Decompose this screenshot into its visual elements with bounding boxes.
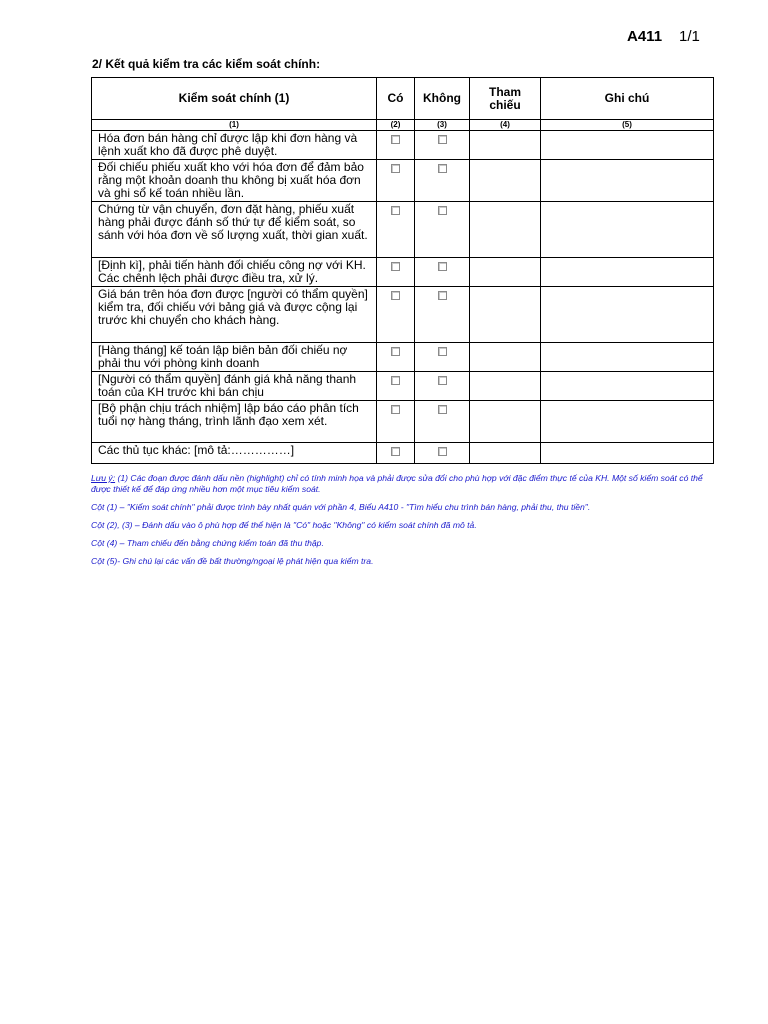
column-number: (4) xyxy=(470,120,541,131)
column-4-note: Cột (4) – Tham chiếu đến bằng chứng kiểm toán đã thu thập. xyxy=(91,538,324,548)
reference-cell[interactable] xyxy=(470,131,541,160)
header-control: Kiểm soát chính (1) xyxy=(92,78,377,120)
note-cell[interactable] xyxy=(541,202,714,258)
column-number: (3) xyxy=(415,120,470,131)
column-number: (2) xyxy=(377,120,415,131)
table-row xyxy=(92,160,714,202)
no-checkbox[interactable] xyxy=(438,405,447,414)
note-cell[interactable] xyxy=(541,343,714,372)
column-5-note: Cột (5)- Ghi chú lại các vấn đề bất thường/ngoại lệ phát hiện qua kiểm tra. xyxy=(91,556,374,566)
yes-checkbox[interactable] xyxy=(391,376,400,385)
table-row xyxy=(92,258,714,287)
document-code: A411 xyxy=(627,28,663,45)
no-checkbox[interactable] xyxy=(438,291,447,300)
reference-cell[interactable] xyxy=(470,287,541,343)
note-cell[interactable] xyxy=(541,160,714,202)
reference-cell[interactable] xyxy=(470,258,541,287)
no-checkbox[interactable] xyxy=(438,347,447,356)
note-cell[interactable] xyxy=(541,443,714,464)
yes-checkbox[interactable] xyxy=(391,347,400,356)
note-paragraph xyxy=(91,473,715,495)
column-number: (1) xyxy=(92,120,377,131)
reference-cell[interactable] xyxy=(470,443,541,464)
reference-cell[interactable] xyxy=(470,401,541,443)
key-controls-table xyxy=(91,77,714,464)
table-header-row xyxy=(92,78,714,120)
section-title: 2/ Kết quả kiểm tra các kiểm soát chính: xyxy=(92,57,321,71)
table-row xyxy=(92,343,714,372)
column-2-3-note: Cột (2), (3) – Đánh dấu vào ô phù hợp để thể hiện là "Có" hoặc "Không" có kiểm soát chính đã mô tả. xyxy=(91,520,477,530)
header-no: Không xyxy=(415,78,470,120)
table-row xyxy=(92,287,714,343)
column-number: (5) xyxy=(541,120,714,131)
notes-section xyxy=(91,473,715,574)
control-description: [Bộ phận chịu trách nhiệm] lập báo cáo phân tích tuổi nợ hàng tháng, trình lãnh đạo xem xét. xyxy=(92,401,377,443)
yes-checkbox[interactable] xyxy=(391,447,400,456)
yes-checkbox[interactable] xyxy=(391,291,400,300)
yes-checkbox[interactable] xyxy=(391,405,400,414)
yes-checkbox[interactable] xyxy=(391,135,400,144)
control-description: Giá bán trên hóa đơn được [người có thẩm quyền] kiểm tra, đối chiếu với bảng giá và được cộng lại trước khi chuyển cho khách hàng. xyxy=(92,287,377,343)
control-description: [Người có thẩm quyền] đánh giá khả năng thanh toán của KH trước khi bán chịu xyxy=(92,372,377,401)
header-reference: Tham chiếu xyxy=(470,78,541,120)
reference-cell[interactable] xyxy=(470,160,541,202)
note-text: (1) Các đoạn được đánh dấu nền (highlight) chỉ có tính minh họa và phải được sửa đổi cho phù hợp với đặc điểm thực tế của KH. Một số kiểm soát có thể được thiết kế để đáp ứng nhiều hơn một mục tiêu kiểm soát. xyxy=(91,473,703,494)
note-label: Lưu ý: xyxy=(91,473,116,483)
control-description: [Định kì], phải tiến hành đối chiếu công nợ với KH. Các chênh lệch phải được điều tra, xử lý. xyxy=(92,258,377,287)
no-checkbox[interactable] xyxy=(438,164,447,173)
no-checkbox[interactable] xyxy=(438,376,447,385)
note-cell[interactable] xyxy=(541,372,714,401)
note-cell[interactable] xyxy=(541,287,714,343)
reference-cell[interactable] xyxy=(470,372,541,401)
table-row xyxy=(92,131,714,160)
no-checkbox[interactable] xyxy=(438,447,447,456)
column-1-note: Cột (1) – "Kiểm soát chính" phải được trình bày nhất quán với phần 4, Biểu A410 - "Tìm hiểu chu trình bán hàng, phải thu, thu tiền". xyxy=(91,502,591,512)
header-note: Ghi chú xyxy=(541,78,714,120)
control-description: Hóa đơn bán hàng chỉ được lập khi đơn hàng và lệnh xuất kho đã được phê duyệt. xyxy=(92,131,377,160)
note-cell[interactable] xyxy=(541,258,714,287)
column-number-row xyxy=(92,120,714,131)
control-description: Chứng từ vận chuyển, đơn đặt hàng, phiếu xuất hàng phải được đánh số thứ tự để kiểm soát, so sánh với hóa đơn về số lượng xuất, thời gian xuất. xyxy=(92,202,377,258)
yes-checkbox[interactable] xyxy=(391,164,400,173)
table-row xyxy=(92,202,714,258)
control-description: Đối chiếu phiếu xuất kho với hóa đơn để đảm bảo rằng một khoản doanh thu không bị xuất hóa đơn và ghi sổ kế toán nhiều lần. xyxy=(92,160,377,202)
no-checkbox[interactable] xyxy=(438,135,447,144)
header-yes: Có xyxy=(377,78,415,120)
page-number: 1/1 xyxy=(679,28,700,45)
note-cell[interactable] xyxy=(541,401,714,443)
reference-cell[interactable] xyxy=(470,202,541,258)
note-cell[interactable] xyxy=(541,131,714,160)
yes-checkbox[interactable] xyxy=(391,262,400,271)
table-row xyxy=(92,372,714,401)
control-description: [Hàng tháng] kế toán lập biên bản đối chiếu nợ phải thu với phòng kinh doanh xyxy=(92,343,377,372)
table-row xyxy=(92,401,714,443)
yes-checkbox[interactable] xyxy=(391,206,400,215)
control-description: Các thủ tục khác: [mô tả:……………] xyxy=(92,443,377,464)
table-row xyxy=(92,443,714,464)
no-checkbox[interactable] xyxy=(438,206,447,215)
reference-cell[interactable] xyxy=(470,343,541,372)
no-checkbox[interactable] xyxy=(438,262,447,271)
